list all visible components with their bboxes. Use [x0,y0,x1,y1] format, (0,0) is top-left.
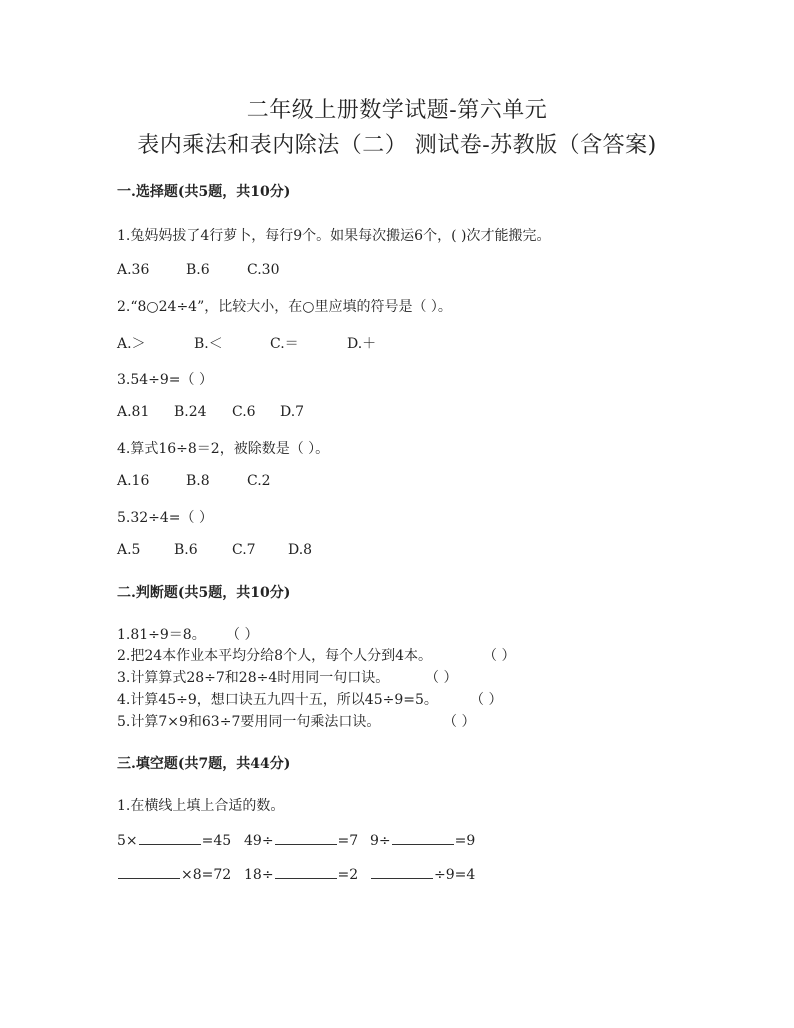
section-heading-choice: 一.选择题(共5题，共10分) [117,184,291,200]
fill-item-3-pre: 9÷ [370,833,391,849]
q3-option-b: B.24 [174,404,207,420]
q1-option-a: A.36 [117,262,150,278]
q1-option-b: B.6 [186,262,210,278]
answer-blank[interactable] [392,832,454,845]
q4-option-c: C.2 [247,473,271,489]
judge-item-5: 5.计算7×9和63÷7要用同一句乘法口诀。 [117,714,381,730]
q2-option-b: B.＜ [194,336,223,352]
q3-option-a: A.81 [117,404,150,420]
answer-blank[interactable] [118,866,180,879]
fill-item-1 [117,832,231,849]
q3-option-d: D.7 [280,404,305,420]
choice-question-1: 1.兔妈妈拔了4行萝卜，每行9个。如果每次搬运6个，( )次才能搬完。 [117,228,551,244]
q5-option-c: C.7 [232,542,256,558]
choice-question-5: 5.32÷4=（ ） [117,510,213,526]
page-title-line2: 表内乘法和表内除法（二） 测试卷-苏教版（含答案) [137,133,657,158]
fill-item-5 [244,866,358,883]
judge-item-3-paren: （ ） [425,670,458,686]
answer-blank[interactable] [139,832,201,845]
q2-option-a: A.＞ [117,336,146,352]
judge-item-2-paren: （ ） [483,648,516,664]
fill-item-1-pre: 5× [117,833,138,849]
judge-item-2: 2.把24本作业本平均分给8个人，每个人分到4本。 [117,648,432,664]
choice-question-3: 3.54÷9=（ ） [117,372,213,388]
answer-blank[interactable] [275,866,337,879]
answer-blank[interactable] [275,832,337,845]
fill-item-5-post: =2 [337,867,359,883]
fill-item-2-post: =7 [337,833,359,849]
fill-item-3 [370,832,475,849]
q3-option-c: C.6 [232,404,256,420]
section-heading-judge: 二.判断题(共5题，共10分) [117,585,291,601]
choice-question-2: 2.“8○24÷4”，比较大小，在○里应填的符号是（ ）。 [117,299,452,315]
fill-item-1-post: =45 [201,833,232,849]
q4-option-a: A.16 [117,473,150,489]
judge-item-3: 3.计算算式28÷7和28÷4时用同一句口诀。 [117,670,390,686]
q2-option-d: D.＋ [347,336,377,352]
q5-option-a: A.5 [117,542,141,558]
section-heading-fill: 三.填空题(共7题，共44分) [117,756,291,772]
fill-item-3-post: =9 [454,833,476,849]
page-title-line1: 二年级上册数学试题-第六单元 [246,98,548,123]
answer-blank[interactable] [371,866,433,879]
judge-item-5-paren: （ ） [443,714,476,730]
judge-item-4-paren: （ ） [470,692,503,708]
fill-item-6 [370,866,475,883]
fill-item-4 [117,866,231,883]
fill-question-1: 1.在横线上填上合适的数。 [117,798,285,814]
q5-option-d: D.8 [288,542,313,558]
fill-item-5-pre: 18÷ [244,867,274,883]
judge-item-1: 1.81÷9＝8。 [117,627,206,643]
judge-item-1-paren: （ ） [226,627,259,643]
q1-option-c: C.30 [247,262,280,278]
q5-option-b: B.6 [174,542,198,558]
fill-item-2-pre: 49÷ [244,833,274,849]
judge-item-4: 4.计算45÷9，想口诀五九四十五，所以45÷9=5。 [117,692,438,708]
choice-question-4: 4.算式16÷8＝2，被除数是（ ）。 [117,441,330,457]
fill-item-2 [244,832,358,849]
fill-item-6-post: ÷9=4 [434,867,476,883]
q4-option-b: B.8 [186,473,210,489]
q2-option-c: C.＝ [270,336,299,352]
fill-item-4-post: ×8=72 [181,867,232,883]
